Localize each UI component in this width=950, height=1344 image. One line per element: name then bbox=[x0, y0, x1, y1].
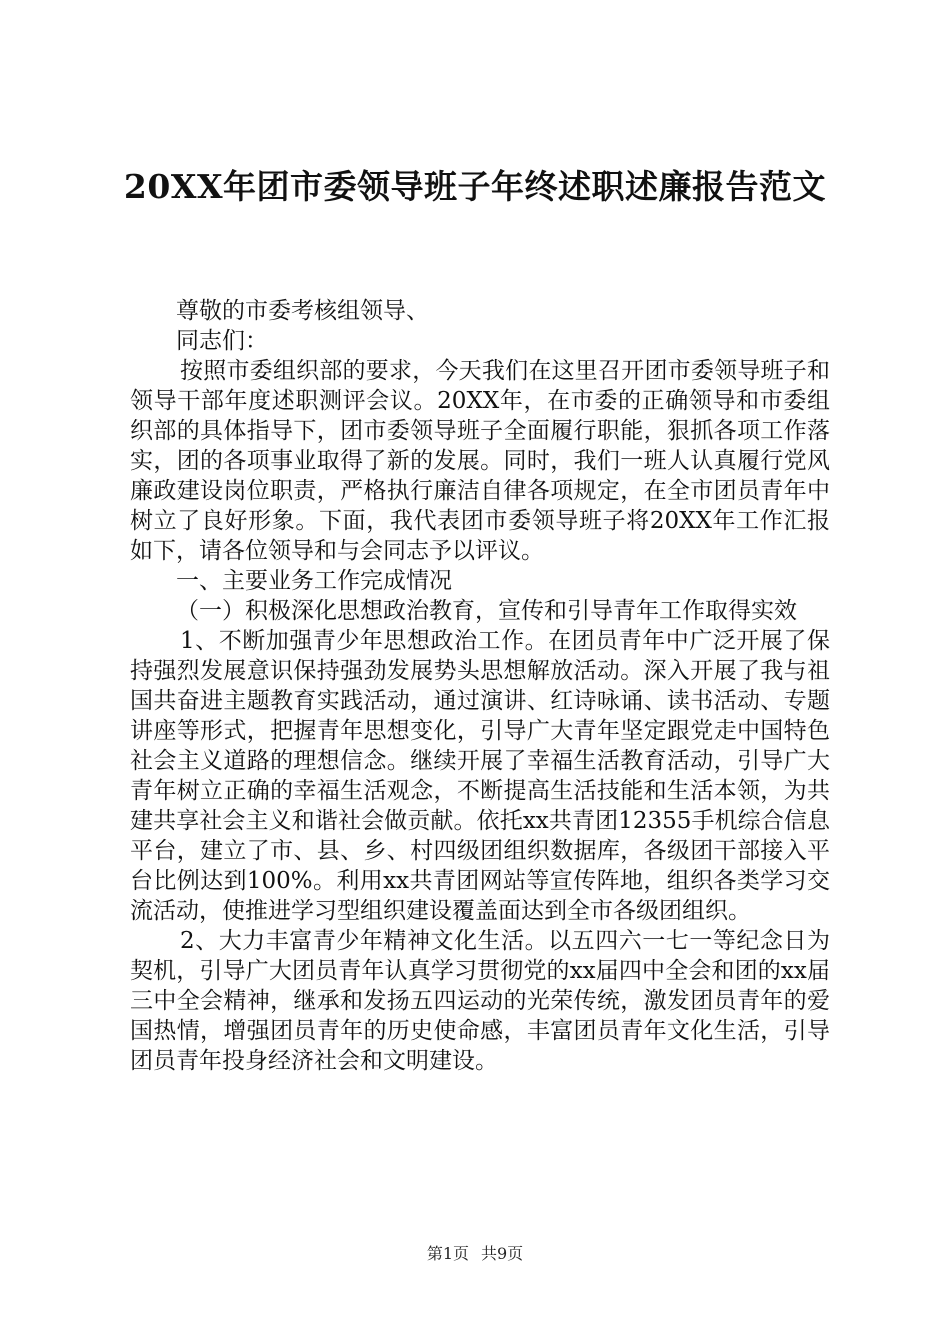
subsection-heading: （一）积极深化思想政治教育，宣传和引导青年工作取得实效 bbox=[176, 598, 797, 624]
section-heading: 一、主要业务工作完成情况 bbox=[176, 568, 452, 594]
page-total: 共9页 bbox=[481, 1244, 524, 1263]
item-paragraph-1: 1、不断加强青少年思想政治工作。在团员青年中广泛开展了保持强烈发展意识保持强劲发展势头思想解放活动。深入开展了我与祖国共奋进主题教育实践活动，通过演讲、红诗咏诵、读书活动、专题讲座等形式，把握青年思想变化，引导广大青年坚定跟党走中国特色社会主义道路的理想信念。继续开展了幸福生活教育活动，引导广大青年树立正确的幸福生活观念，不断提高生活技能和生活本领，为共建共享社会主义和谐社会做贡献。依托xx共青团12355手机综合信息平台，建立了市、县、乡、村四级团组织数据库，各级团干部接入平台比例达到100%。利用xx共青团网站等宣传阵地，组织各类学习交流活动，使推进学习型组织建设覆盖面达到全市各级团组织。 bbox=[130, 628, 830, 924]
page-number: 第1页 bbox=[426, 1244, 469, 1263]
document-body bbox=[130, 296, 830, 1076]
item-paragraph-2: 2、大力丰富青少年精神文化生活。以五四六一七一等纪念日为契机，引导广大团员青年认真学习贯彻党的xx届四中全会和团的xx届三中全会精神，继承和发扬五四运动的光荣传统，激发团员青年的爱国热情，增强团员青年的历史使命感，丰富团员青年文化生活，引导团员青年投身经济社会和文明建设。 bbox=[130, 928, 830, 1074]
page-footer bbox=[0, 1241, 950, 1264]
intro-paragraph: 按照市委组织部的要求，今天我们在这里召开团市委领导班子和领导干部年度述职测评会议。20XX年，在市委的正确领导和市委组织部的具体指导下，团市委领导班子全面履行职能，狠抓各项工作落实，团的各项事业取得了新的发展。同时，我们一班人认真履行党风廉政建设岗位职责，严格执行廉洁自律各项规定，在全市团员青年中树立了良好形象。下面，我代表团市委领导班子将20XX年工作汇报如下，请各位领导和与会同志予以评议。 bbox=[130, 358, 830, 564]
salutation-line-1: 尊敬的市委考核组领导、 bbox=[176, 298, 429, 324]
salutation-line-2: 同志们： bbox=[176, 328, 268, 354]
document-title: 20XX年团市委领导班子年终述职述廉报告范文 bbox=[123, 167, 827, 206]
